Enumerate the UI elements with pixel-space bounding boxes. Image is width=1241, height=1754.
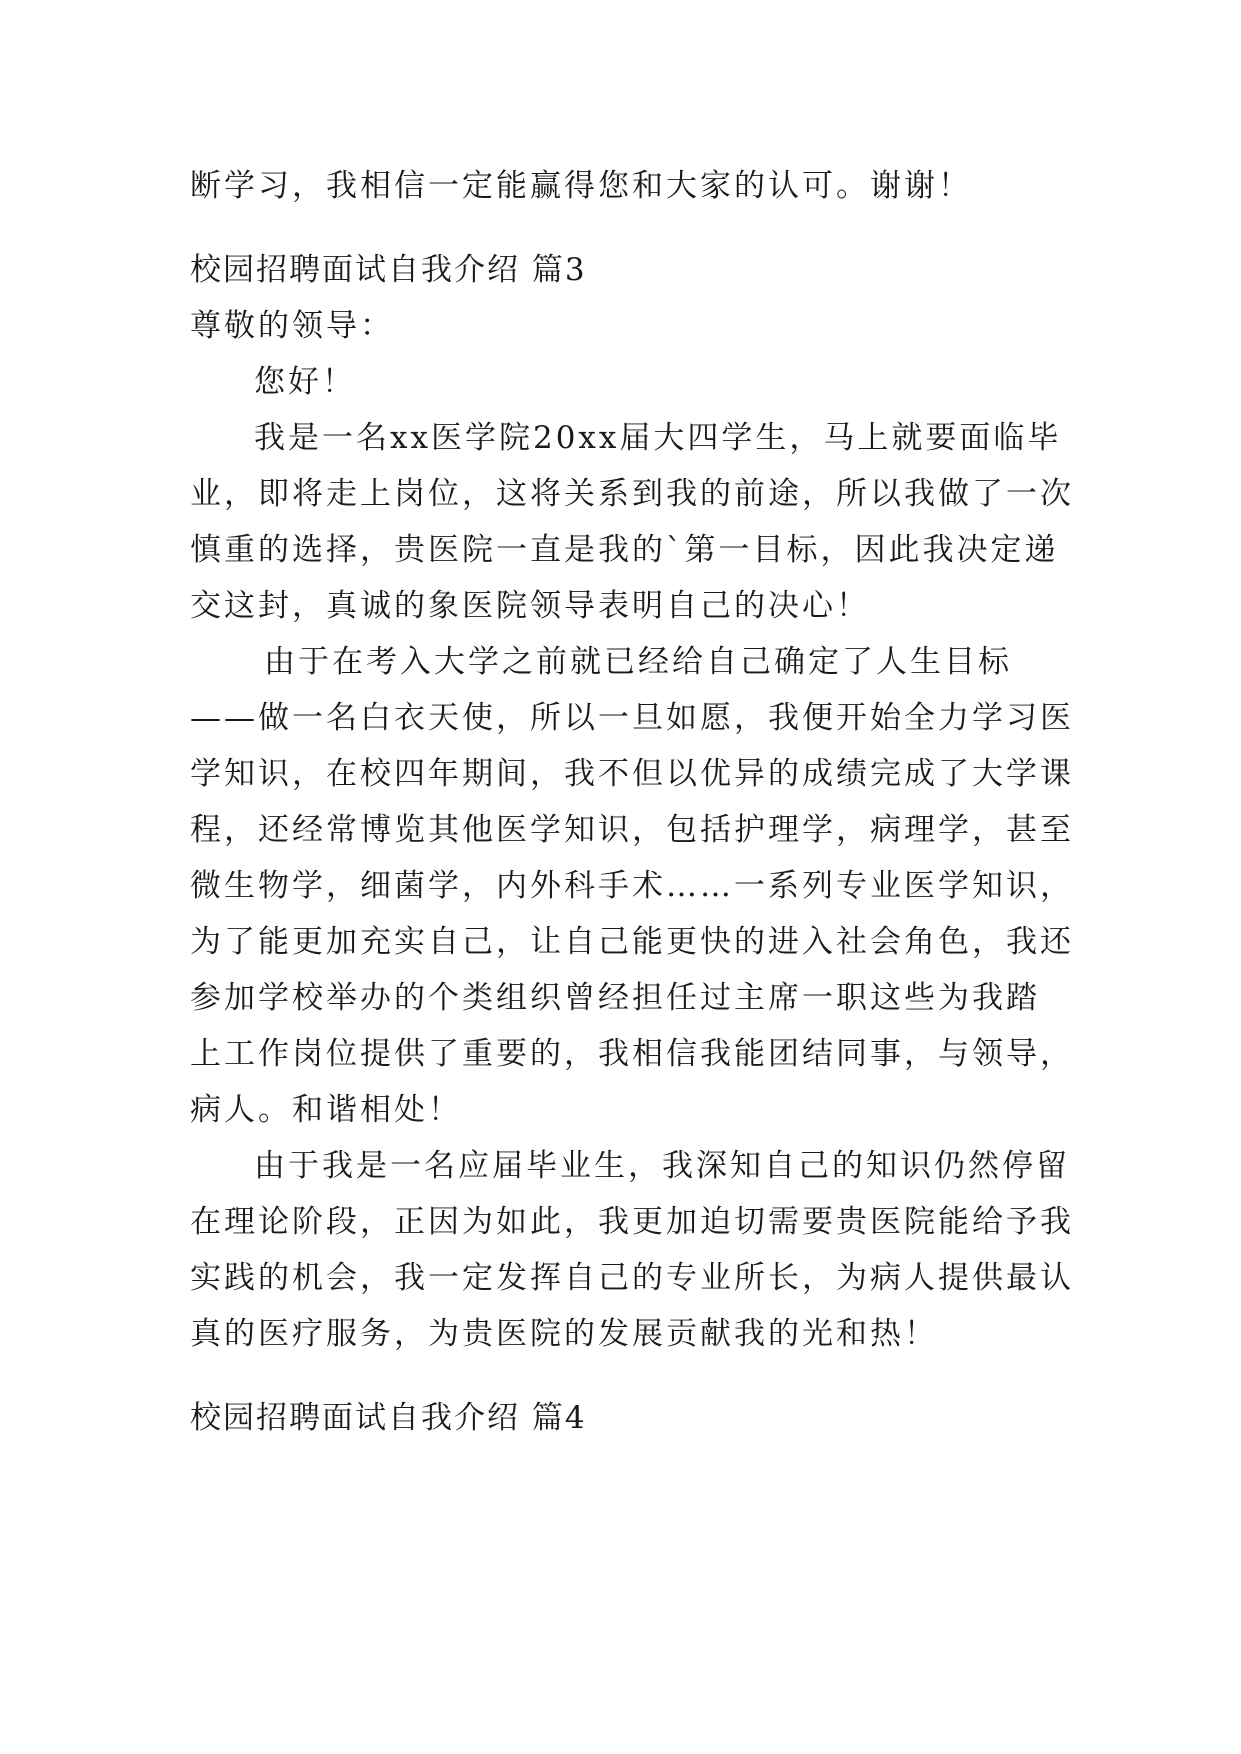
paragraph-line: 实践的机会，我一定发挥自己的专业所长，为病人提供最认 — [190, 1260, 1074, 1296]
paragraph-line: 在理论阶段，正因为如此，我更加迫切需要贵医院能给予我 — [190, 1204, 1074, 1240]
paragraph-line: 慎重的选择，贵医院一直是我的`第一目标，因此我决定递 — [190, 532, 1059, 568]
salutation: 尊敬的领导： — [190, 308, 394, 344]
paragraph-line: 业，即将走上岗位，这将关系到我的前途，所以我做了一次 — [190, 476, 1074, 512]
paragraph-line: 我是一名xx医学院20xx届大四学生，马上就要面临毕 — [254, 420, 1062, 456]
paragraph-line: 由于在考入大学之前就已经给自己确定了人生目标 — [264, 644, 1012, 680]
paragraph-line: 由于我是一名应届毕业生，我深知自己的知识仍然停留 — [254, 1148, 1070, 1184]
paragraph-line: 参加学校举办的个类组织曾经担任过主席一职这些为我踏 — [190, 980, 1040, 1016]
paragraph-line: 学知识，在校四年期间，我不但以优异的成绩完成了大学课 — [190, 756, 1074, 792]
paragraph-line: 微生物学，细菌学，内外科手术……一系列专业医学知识， — [190, 868, 1074, 904]
greeting: 您好！ — [254, 364, 356, 400]
section-heading: 校园招聘面试自我介绍 篇4 — [190, 1400, 587, 1436]
paragraph-line: 程，还经常博览其他医学知识，包括护理学，病理学，甚至 — [190, 812, 1074, 848]
paragraph-line: 为了能更加充实自己，让自己能更快的进入社会角色，我还 — [190, 924, 1074, 960]
paragraph-line: ——做一名白衣天使，所以一旦如愿，我便开始全力学习医 — [190, 700, 1074, 736]
paragraph-line: 断学习，我相信一定能赢得您和大家的认可。谢谢！ — [190, 168, 972, 204]
paragraph-line: 交这封，真诚的象医院领导表明自己的决心！ — [190, 588, 870, 624]
paragraph-line: 真的医疗服务，为贵医院的发展贡献我的光和热！ — [190, 1316, 938, 1352]
paragraph-line: 病人。和谐相处！ — [190, 1092, 462, 1128]
paragraph-line: 上工作岗位提供了重要的，我相信我能团结同事，与领导， — [190, 1036, 1074, 1072]
section-heading: 校园招聘面试自我介绍 篇3 — [190, 252, 587, 288]
